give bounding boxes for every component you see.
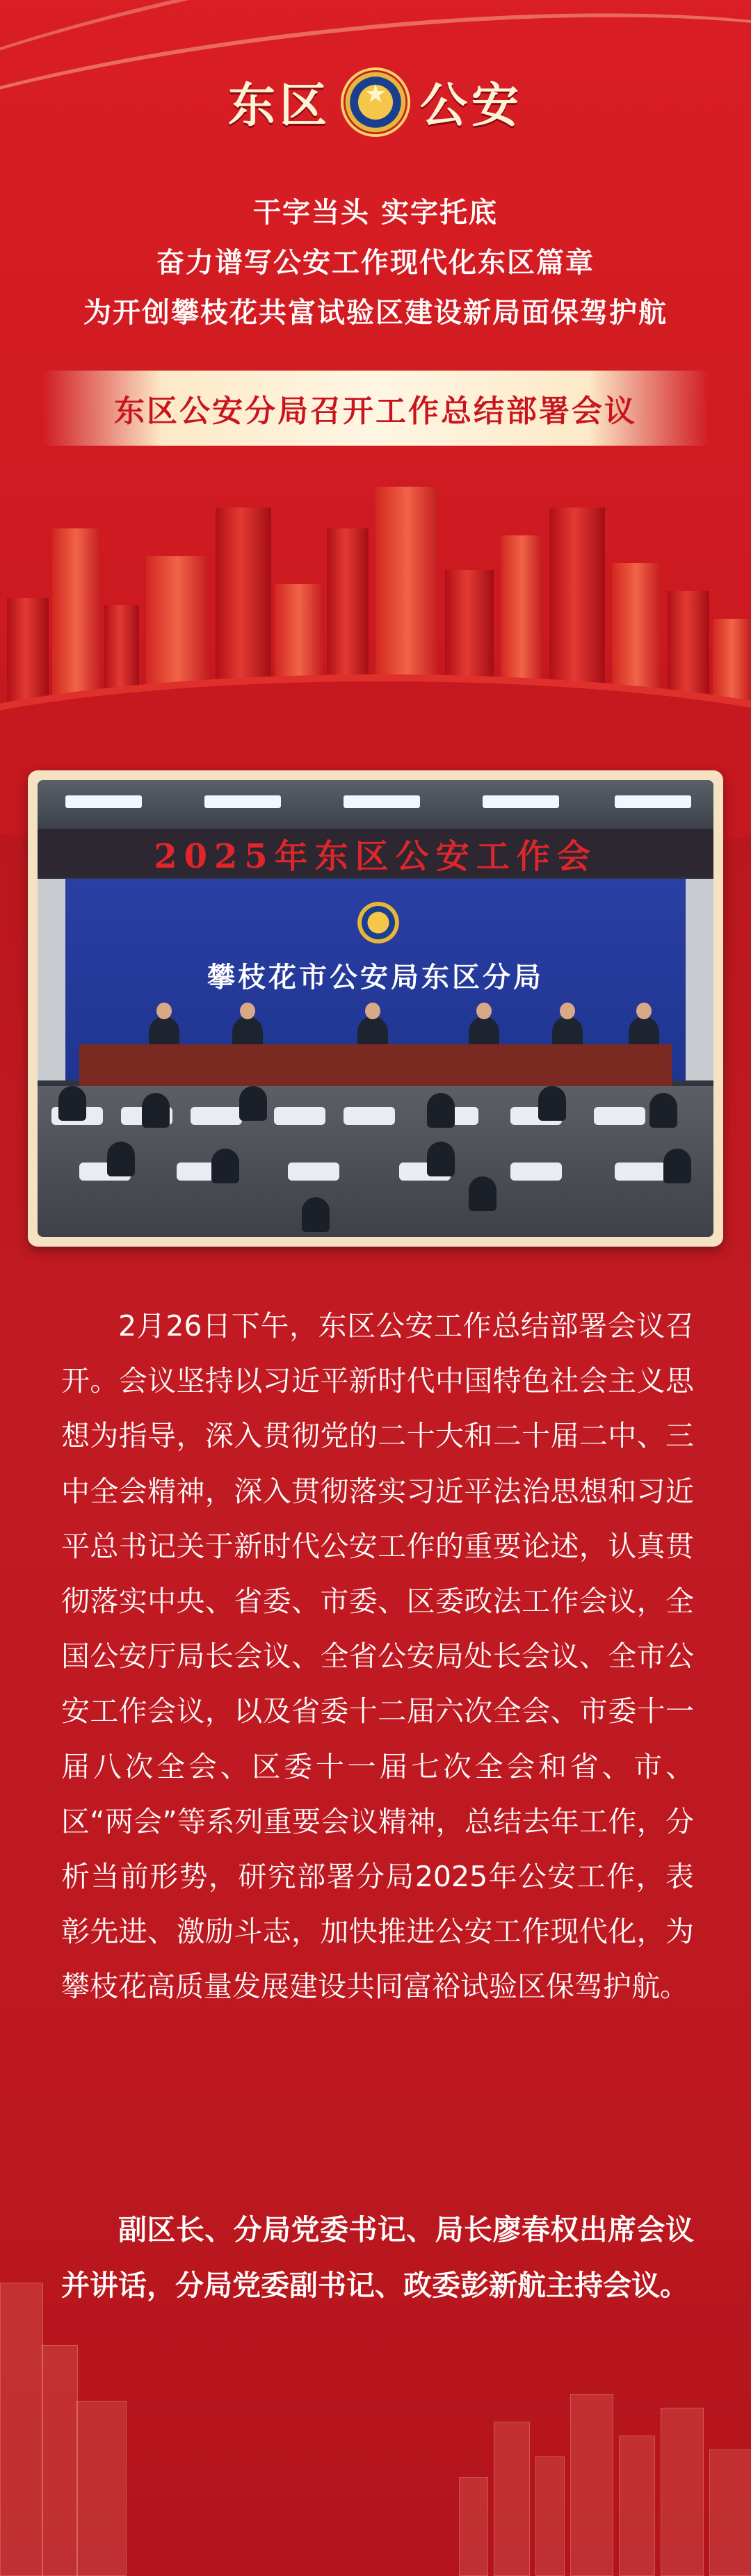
page-title: 东区公安分局召开工作总结部署会议 (114, 394, 637, 429)
title-band (42, 371, 709, 446)
police-emblem-icon (344, 70, 407, 134)
photo-dais (79, 1044, 672, 1086)
photo-banner (38, 829, 713, 877)
police-emblem-icon (357, 902, 399, 943)
slogan-line-2: 奋力谱写公安工作现代化东区篇章 (156, 247, 595, 279)
bottom-skyline (0, 2242, 751, 2576)
photo-banner-text: 2025年东区公安工作会 (154, 836, 597, 876)
slogan-line-1: 干字当头 实字托底 (253, 197, 498, 229)
article-paragraph-1: 2月26日下午，东区公安工作总结部署会议召开。会议坚持以习近平新时代中国特色社会主义思想为指导，深入贯彻党的二十大和二十届二中、三中全会精神，深入贯彻落实习近平法治思想和习近平总书记关于新时代公安工作的重要论述，认真贯彻落实中央、省委、市委、区委政法工作会议，全国公安厅局长会议、全省公安局处长会议、全市公安工作会议，以及省委十二届六次全会、市委十一届八次全会、区委十一届七次全会和省、市、区“两会”等系列重要会议精神，总结去年工作，分析当前形势，研究部署分局2025年公安工作，表彰先进、激励斗志，加快推进公安工作现代化，为攀枝花高质量发展建设共同富裕试验区保驾护航。 (61, 1309, 694, 2004)
photo-ceiling (38, 780, 713, 829)
brand-text-left: 东区 (227, 78, 331, 133)
header (0, 0, 751, 765)
meeting-photo (38, 780, 713, 1237)
photo-audience (38, 1086, 713, 1237)
brand-logo (0, 68, 751, 136)
photo-backdrop-text: 攀枝花市公安局东区分局 (207, 961, 544, 994)
article-paragraph-2: 副区长、分局党委书记、局长廖春权出席会议并讲话，分局党委副书记、政委彭新航主持会议。 (61, 2213, 694, 2302)
photo-frame (28, 770, 723, 1247)
slogan-line-3: 为开创攀枝花共富试验区建设新局面保驾护航 (83, 297, 668, 329)
brand-text-right: 公安 (420, 78, 524, 133)
